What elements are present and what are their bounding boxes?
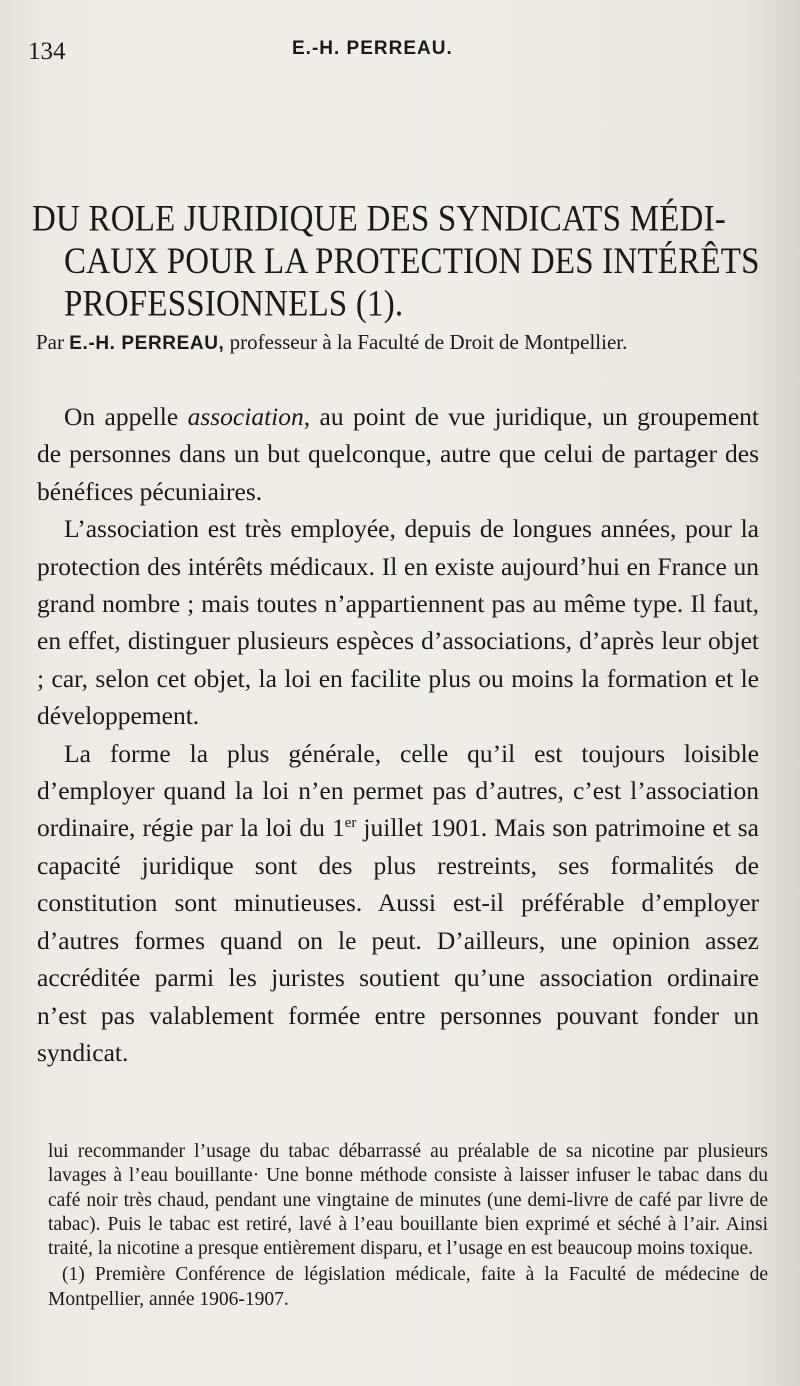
running-header (28, 34, 768, 68)
title-line-1: DU ROLE JURIDIQUE DES SYNDICATS MÉDI- (32, 199, 726, 240)
term-association: association (187, 402, 304, 431)
title-line-3: PROFESSIONNELS (1). (64, 284, 404, 325)
paragraph-2: L’association est très employée, depuis de longues années, pour la protection des intérêts médicaux. Il en existe aujourd’hui en France un grand nombre ; mais toutes n’appartiennent pas au même type. Il faut, en effet, distinguer plusieurs espèces d’associations, d’après leur objet ; car, selon cet objet, la loi en facilite plus ou moins la formation et le développement. (37, 514, 759, 731)
page-number: 134 (28, 38, 66, 65)
paragraph-3-lead: La forme la plus générale, celle qu’il est toujours loisible d’employer quand la loi n’en permet pas d’autres, c’est l’association ordinaire, régie par la loi du 1 (37, 738, 759, 843)
paragraph-3-rest: juillet 1901. Mais son patrimoine et sa capacité juridique sont des plus restreints, ses formalités de constitution sont minutieuses. Aussi est-il préférable d’employer d’autres formes quand on le peut. D’ailleurs, une opinion assez accréditée parmi les juristes soutient qu’une association ordinaire n’est pas valablement formée entre personnes pouvant fonder un syndicat. (37, 813, 760, 1067)
continued-footnote: lui recommander l’usage du tabac débarrassé au préalable de sa nicotine par plusieurs lavages à l’eau bouillante· Une bonne méthode consiste à laisser infuser le tabac dans du café noir très chaud, pendant une vingtaine de minutes (une demi-livre de café par livre de tabac). Puis le tabac est retiré, lavé à l’eau bouillante bien exprimé et séché à l’air. Ainsi traité, la nicotine a presque entièrement disparu, et l’usage en est beaucoup moins toxique. (48, 1141, 768, 1260)
byline-prefix: Par (36, 330, 64, 354)
author-affiliation: professeur à la Faculté de Droit de Montpellier. (229, 330, 628, 354)
article-body (37, 398, 759, 1071)
footnotes (48, 1140, 768, 1312)
paragraph-1-rest: , au point de vue juridique, un groupement de personnes dans un but quelconque, autre que celui de partager des bénéfices pécuniaires. (37, 402, 759, 506)
footnote-1: (1) Première Conférence de législation médicale, faite à la Faculté de médecine de Montpellier, année 1906-1907. (48, 1264, 768, 1310)
paragraph-1-lead: On appelle (64, 402, 188, 431)
ordinal-superscript: er (344, 815, 357, 832)
paragraph-3 (37, 735, 759, 1072)
article-title (32, 198, 772, 326)
title-line-2: CAUX POUR LA PROTECTION DES INTÉRÊTS (64, 241, 760, 282)
paragraph-1 (37, 398, 759, 510)
author-name: E.-H. PERREAU, (69, 333, 225, 354)
running-title: E.-H. PERREAU. (292, 38, 453, 59)
byline (36, 330, 756, 355)
